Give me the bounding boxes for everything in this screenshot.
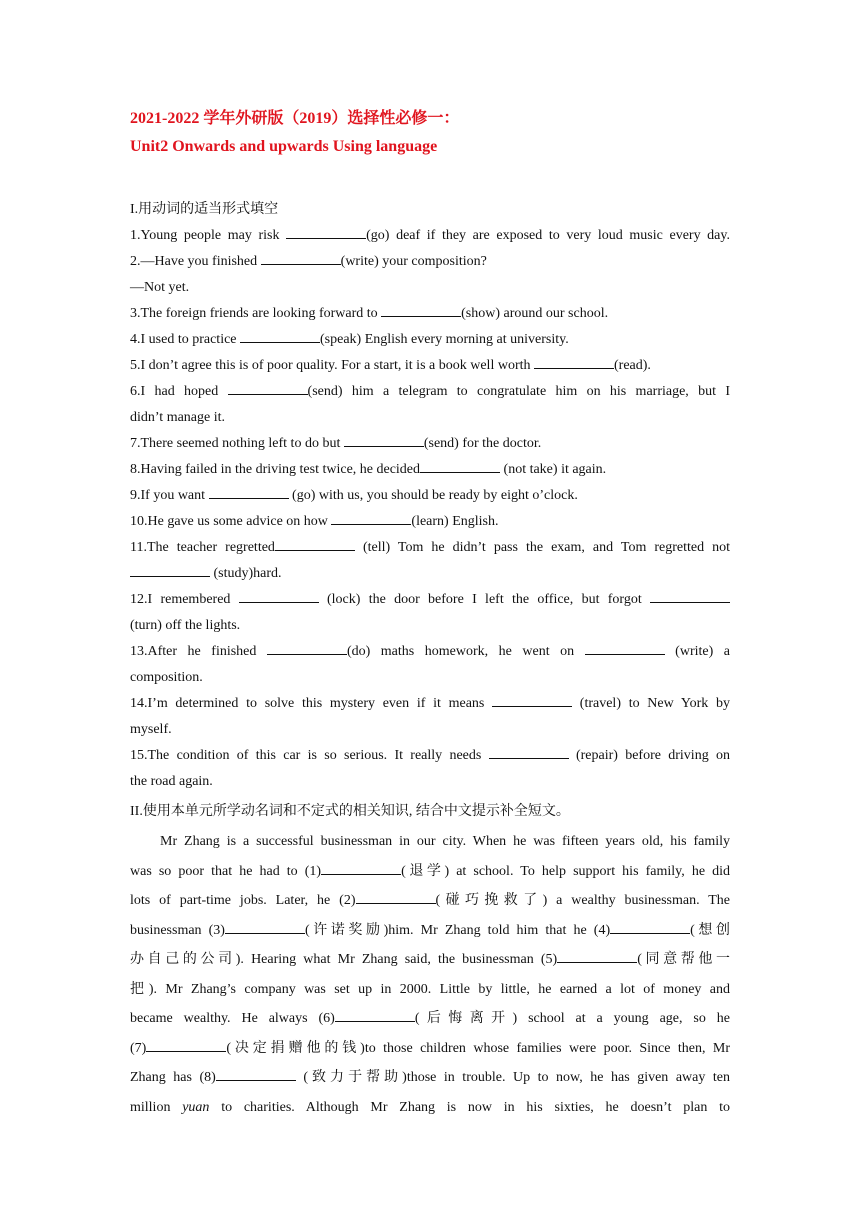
answer-blank[interactable] (489, 744, 569, 759)
question-line: 6.I had hoped (send) him a telegram to congratulate him on his marriage, but I (130, 379, 730, 405)
question-line: myself. (130, 722, 172, 737)
passage-line: became wealthy. He always (6) (后悔离开) school at a young age, so he (130, 1004, 730, 1034)
answer-blank[interactable] (239, 588, 319, 603)
question-line: 10.He gave us some advice on how (learn) English. (130, 509, 730, 535)
answer-blank[interactable] (331, 510, 411, 525)
answer-blank[interactable] (335, 1007, 415, 1022)
answer-blank[interactable] (225, 919, 305, 934)
question-line: 12.I remembered (lock) the door before I left the office, but forgot (130, 587, 730, 613)
answer-blank[interactable] (130, 562, 210, 577)
answer-blank[interactable] (650, 588, 730, 603)
passage-line: million yuan to charities. Although Mr Zhang is now in his sixties, he doesn’t plan to (130, 1099, 730, 1115)
passage-line: 办自己的公司). Hearing what Mr Zhang said, the businessman (5) (同意帮他一 (130, 945, 730, 975)
part2-heading: II.使用本单元所学动名词和不定式的相关知识, 结合中文提示补全短文。 (130, 804, 570, 819)
answer-blank[interactable] (209, 484, 289, 499)
passage-line: (7) (决定捐赠他的钱)to those children whose families were poor. Since then, Mr (130, 1034, 730, 1064)
exercise-part-2-heading (130, 799, 730, 825)
part1-heading: I.用动词的适当形式填空 (130, 202, 279, 217)
question-line: 2.—Have you finished (write) your composition? (130, 249, 730, 275)
question-line: the road again. (130, 774, 213, 789)
question-line: —Not yet. (130, 280, 190, 295)
passage-line: Mr Zhang is a successful businessman in our city. When he was fifteen years old, his family (160, 834, 730, 849)
question-line: 15.The condition of this car is so serious. It really needs (repair) before driving on (130, 743, 730, 769)
answer-blank[interactable] (286, 224, 366, 239)
document-subtitle: Unit2 Onwards and upwards Using language (130, 138, 438, 155)
question-line: 3.The foreign friends are looking forward to (show) around our school. (130, 301, 730, 327)
answer-blank[interactable] (321, 860, 401, 875)
answer-blank[interactable] (261, 250, 341, 265)
answer-blank[interactable] (492, 692, 572, 707)
answer-blank[interactable] (557, 948, 637, 963)
answer-blank[interactable] (228, 380, 308, 395)
question-line: (turn) off the lights. (130, 618, 241, 633)
passage-line: 把). Mr Zhang’s company was set up in 2000. Little by little, he earned a lot of money and (130, 981, 730, 997)
exercise-part-1 (130, 197, 730, 795)
passage-line: businessman (3) (许诺奖励)him. Mr Zhang told him that he (4) (想创 (130, 916, 730, 946)
cloze-passage (130, 827, 730, 1122)
answer-blank[interactable] (275, 536, 355, 551)
answer-blank[interactable] (585, 640, 665, 655)
answer-blank[interactable] (420, 458, 500, 473)
question-line: 8.Having failed in the driving test twice, he decided (not take) it again. (130, 457, 730, 483)
answer-blank[interactable] (356, 889, 436, 904)
question-line: 13.After he finished (do) maths homework, he went on (write) a (130, 639, 730, 665)
question-line: 7.There seemed nothing left to do but (send) for the doctor. (130, 431, 730, 457)
question-line: 4.I used to practice (speak) English every morning at university. (130, 327, 730, 353)
question-line: didn’t manage it. (130, 410, 225, 425)
answer-blank[interactable] (344, 432, 424, 447)
question-line: composition. (130, 670, 203, 685)
passage-line: lots of part-time jobs. Later, he (2) (碰巧挽救了) a wealthy businessman. The (130, 886, 730, 916)
answer-blank[interactable] (216, 1066, 296, 1081)
question-line: 9.If you want (go) with us, you should be ready by eight o’clock. (130, 483, 730, 509)
answer-blank[interactable] (381, 302, 461, 317)
answer-blank[interactable] (534, 354, 614, 369)
question-line: 11.The teacher regretted (tell) Tom he didn’t pass the exam, and Tom regretted not (130, 535, 730, 561)
question-line: (study)hard. (130, 561, 730, 587)
passage-line: was so poor that he had to (1) (退学) at school. To help support his family, he did (130, 857, 730, 887)
question-line: 14.I’m determined to solve this mystery even if it means (travel) to New York by (130, 691, 730, 717)
question-line: 5.I don’t agree this is of poor quality. For a start, it is a book well worth (read). (130, 353, 730, 379)
document-title: 2021-2022 学年外研版（2019）选择性必修一： (130, 110, 460, 127)
passage-line: Zhang has (8) (致力于帮助)those in trouble. Up to now, he has given away ten (130, 1063, 730, 1093)
answer-blank[interactable] (240, 328, 320, 343)
answer-blank[interactable] (610, 919, 690, 934)
answer-blank[interactable] (267, 640, 347, 655)
answer-blank[interactable] (146, 1037, 226, 1052)
question-line: 1.Young people may risk (go) deaf if they are exposed to very loud music every day. (130, 223, 730, 249)
